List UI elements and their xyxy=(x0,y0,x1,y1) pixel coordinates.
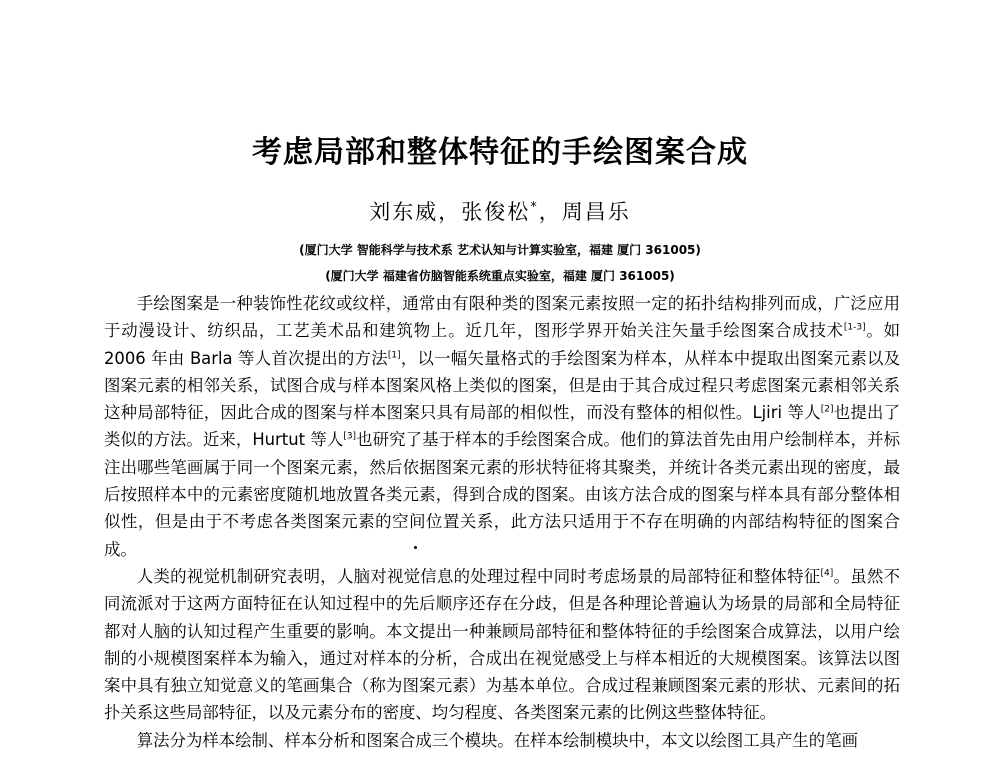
paragraph-1 xyxy=(104,290,900,563)
p2-text-2: 。虽然不同流派对于这两方面特征在认知过程中的先后顺序还存在分歧，但是各种理论普遍认为场景的局部和全局特征都对人脑的认知过程产生重要的影响。本文提出一种兼顾局部特征和整体特征的手绘图案合成算法，以用户绘制的小规模图案样本为输入，通过对样本的分析，合成出在视觉感受上与样本相近的大规模图案。该算法以图案中具有独立知觉意义的笔画集合（称为图案元素）为基本单位。合成过程兼顾图案元素的形状、元素间的拓扑关系这些局部特征，以及元素分布的密度、均匀程度、各类图案元素的比例这些整体特征。 xyxy=(104,566,901,723)
citation-4: [4] xyxy=(820,568,834,579)
paragraph-3 xyxy=(104,727,900,754)
citation-1-3: [1-3] xyxy=(843,322,866,333)
author-zhou: 周昌乐 xyxy=(561,200,631,224)
p2-text-1: 人类的视觉机制研究表明，人脑对视觉信息的处理过程中同时考虑场景的局部特征和整体特征 xyxy=(136,566,821,586)
citation-1: [1] xyxy=(387,350,401,361)
p1-text-5: 也研究了基于样本的手绘图案合成。他们的算法首先由用户绘制样本，并标注出哪些笔画属于同一个图案元素，然后依据图案元素的形状特征将其聚类，并统计各类元素出现的密度，最后按照样本中的元素密度随机地放置各类元素，得到合成的图案。由该方法合成的图案与样本具有部分整体相似性，但是由于不考虑各类图案元素的空间位置关系，此方法只适用于不存在明确的内部结构特征的图案合成。 xyxy=(104,430,900,559)
p1-text-2: 。如 2006 年由 Barla 等人首次提出的方法 xyxy=(104,321,901,368)
author-liu: 刘东威， xyxy=(369,200,462,224)
author-zhang: 张俊松 xyxy=(461,200,531,224)
corresponding-mark: * xyxy=(530,200,539,215)
citation-3: [3] xyxy=(343,432,357,443)
scan-speck xyxy=(414,546,417,549)
body-text xyxy=(104,290,900,754)
p3-text-1: 算法分为样本绘制、样本分析和图案合成三个模块。在样本绘制模块中，本文以绘图工具产生的笔画 xyxy=(136,730,858,750)
author-line xyxy=(0,193,1000,227)
p1-text-3: ，以一幅矢量格式的手绘图案为样本，从样本中提取出图案元素以及图案元素的相邻关系，试图合成与样本图案风格上类似的图案，但是由于其合成过程只考虑图案元素相邻关系这种局部特征，因此合成的图案与样本图案只具有局部的相似性，而没有整体的相似性。Ljiri 等人 xyxy=(104,348,901,423)
author-separator: ， xyxy=(538,200,562,224)
citation-2: [2] xyxy=(820,404,834,415)
p1-text-1: 手绘图案是一种装饰性花纹或纹样，通常由有限种类的图案元素按照一定的拓扑结构排列而成，广泛应用于动漫设计、纺织品，工艺美术品和建筑物上。近几年，图形学界开始关注矢量手绘图案合成技术 xyxy=(104,294,900,341)
affiliation-2: (厦门大学 福建省仿脑智能系统重点实验室，福建 厦门 361005) xyxy=(325,269,675,283)
p1-text-4: 也提出了类似的方法。近来，Hurtut 等人 xyxy=(104,403,900,450)
affiliation-1: (厦门大学 智能科学与技术系 艺术认知与计算实验室，福建 厦门 361005) xyxy=(299,243,701,257)
paragraph-2 xyxy=(104,563,900,727)
paper-title: 考虑局部和整体特征的手绘图案合成 xyxy=(252,135,748,170)
